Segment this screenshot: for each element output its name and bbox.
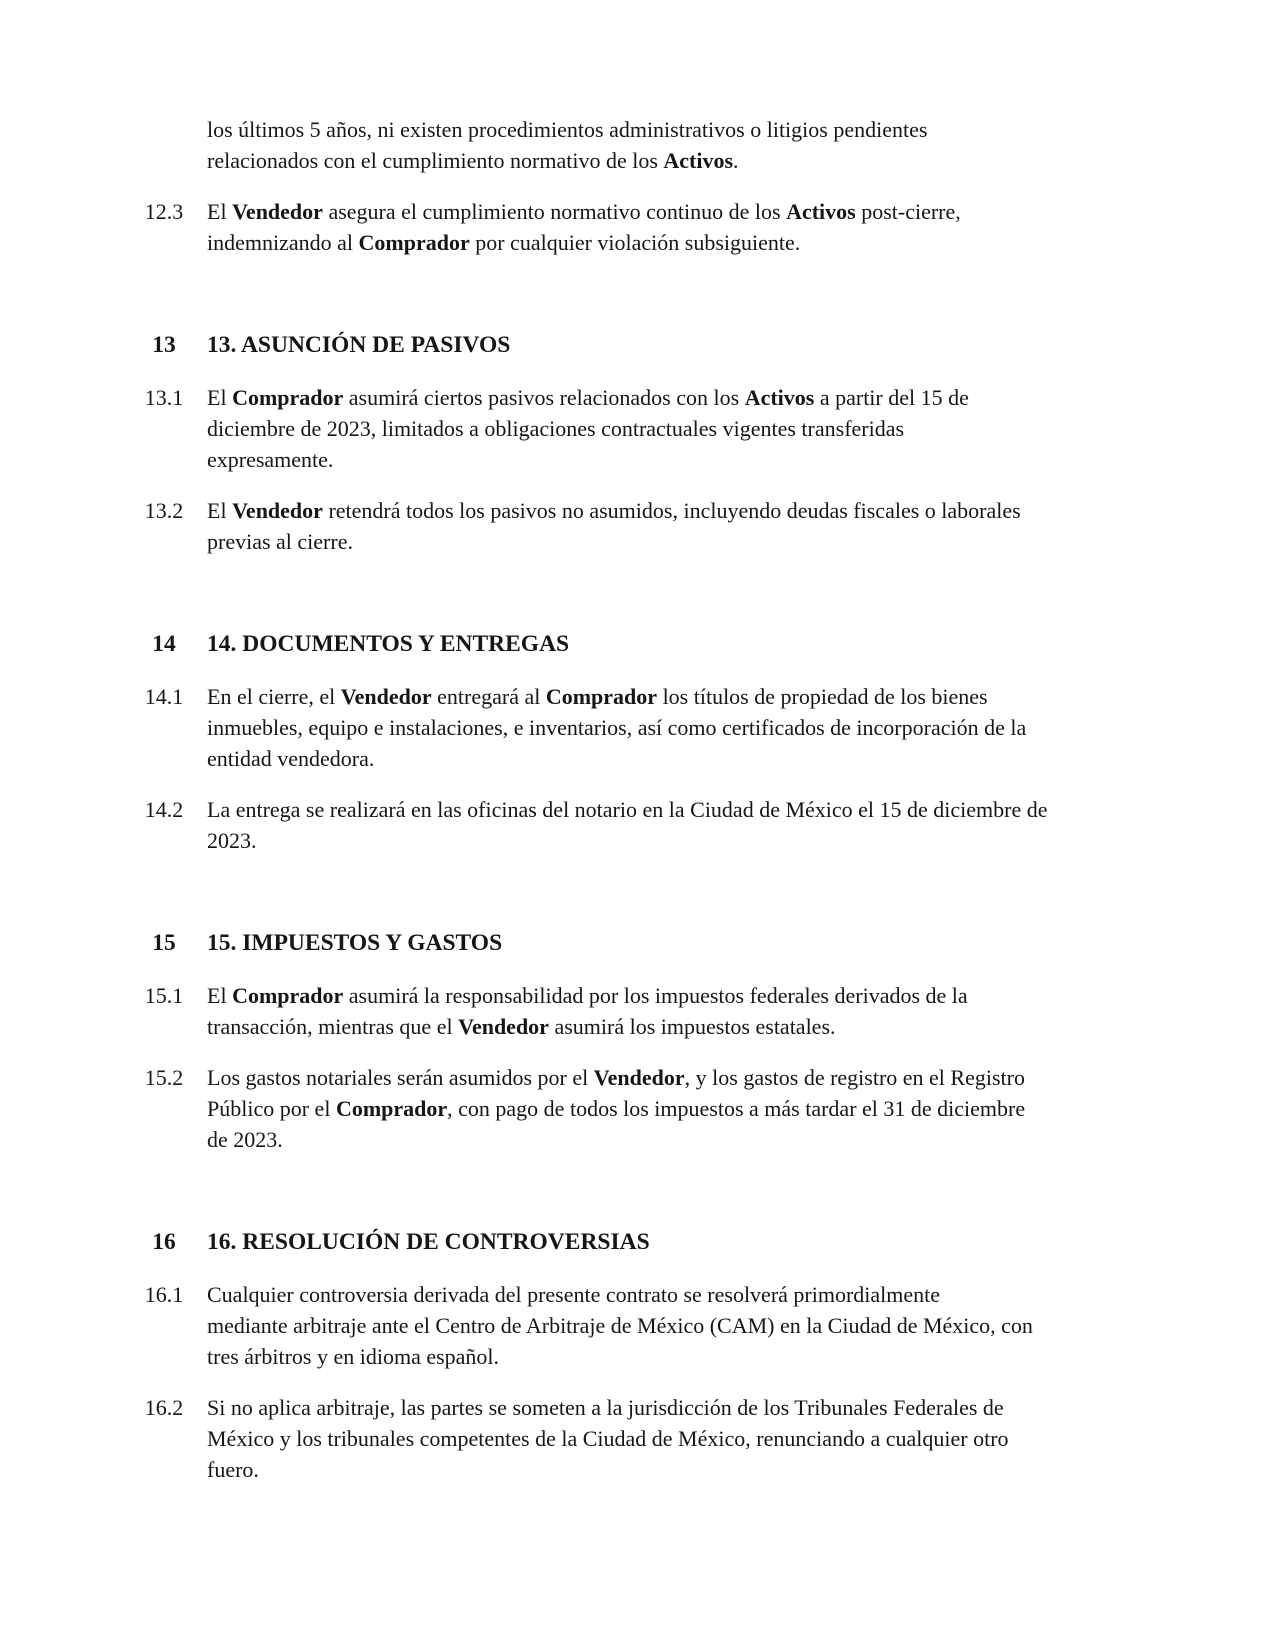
- text-line: [207, 712, 1120, 743]
- clause-text: [207, 980, 1120, 1042]
- defined-term: Vendedor: [232, 199, 323, 224]
- clause-text: [207, 1279, 1120, 1372]
- text-segment: expresamente.: [207, 447, 334, 472]
- text-line: [207, 1310, 1120, 1341]
- section-title: [207, 329, 1120, 362]
- clause-number: 15.2: [144, 1065, 184, 1090]
- clause-row: [140, 382, 1120, 475]
- text-segment: asumirá la responsabilidad por los impuestos federales derivados de la: [343, 983, 968, 1008]
- text-segment: retendrá todos los pasivos no asumidos, incluyendo deudas fiscales o laborales: [322, 498, 1021, 523]
- section-heading-row: [140, 927, 1120, 960]
- text-line: [207, 628, 1120, 661]
- text-line: [207, 1124, 1120, 1155]
- text-line: [207, 1062, 1120, 1093]
- text-segment: entidad vendedora.: [207, 746, 375, 771]
- text-segment: Cualquier controversia derivada del presente contrato se resolverá primordialmente: [207, 1282, 941, 1307]
- section-number: 14: [152, 631, 176, 657]
- text-line: [207, 794, 1120, 825]
- text-segment: por cualquier violación subsiguiente.: [469, 230, 801, 255]
- text-line: [207, 382, 1120, 413]
- clause-row: [140, 1392, 1120, 1485]
- clause-text: [207, 1392, 1120, 1485]
- text-segment: de 2023.: [207, 1127, 283, 1152]
- clause-text: [207, 681, 1120, 774]
- text-segment: El: [207, 983, 233, 1008]
- clause-number: 13.1: [144, 385, 184, 410]
- text-line: [207, 526, 1120, 557]
- text-line: [207, 1392, 1120, 1423]
- text-segment: La entrega se realizará en las oficinas del notario en la Ciudad de México el 15 de diciembre de: [207, 797, 1048, 822]
- defined-term: Vendedor: [593, 1065, 685, 1090]
- text-line: [207, 1341, 1120, 1372]
- text-segment: El: [207, 498, 233, 523]
- clause-number: 12.3: [144, 199, 184, 224]
- defined-term: Activos: [663, 148, 734, 173]
- defined-term: Comprador: [335, 1096, 448, 1121]
- text-segment: asegura el cumplimiento normativo continuo de los: [322, 199, 787, 224]
- text-line: [207, 495, 1120, 526]
- text-line: [207, 1423, 1120, 1454]
- text-segment: mediante arbitraje ante el Centro de Arbitraje de México (CAM) en la Ciudad de México, con: [207, 1313, 1033, 1338]
- defined-term: Vendedor: [232, 498, 323, 523]
- text-segment: 15. IMPUESTOS Y GASTOS: [207, 930, 503, 956]
- text-line: [207, 825, 1120, 856]
- text-segment: Los gastos notariales serán asumidos por el: [207, 1065, 594, 1090]
- text-line: [207, 114, 1120, 145]
- document-content: [140, 114, 1120, 1485]
- clause-text: [207, 1062, 1120, 1155]
- text-line: [207, 1454, 1120, 1485]
- text-line: [207, 743, 1120, 774]
- defined-term: Vendedor: [340, 684, 432, 709]
- text-segment: El: [207, 199, 233, 224]
- section-heading-row: [140, 329, 1120, 362]
- clause-text: [207, 794, 1120, 856]
- clause-row: [140, 681, 1120, 774]
- clause-text: [207, 114, 1120, 176]
- clause-number: 14.1: [144, 684, 184, 709]
- text-line: [207, 329, 1120, 362]
- text-line: [207, 980, 1120, 1011]
- clause-number: 13.2: [144, 498, 184, 523]
- text-line: [207, 196, 1120, 227]
- text-line: [207, 1279, 1120, 1310]
- text-segment: entregará al: [431, 684, 546, 709]
- section-number: 13: [152, 332, 176, 358]
- clause-number: 14.2: [144, 797, 184, 822]
- text-line: [207, 1226, 1120, 1259]
- section-title: [207, 1226, 1120, 1259]
- text-segment: .: [733, 148, 739, 173]
- section-heading-row: [140, 628, 1120, 661]
- text-segment: fuero.: [207, 1457, 259, 1482]
- clause-row: [140, 794, 1120, 856]
- text-line: [207, 681, 1120, 712]
- text-segment: México y los tribunales competentes de la Ciudad de México, renunciando a cualquier otro: [207, 1426, 1009, 1451]
- clause-text: [207, 196, 1120, 258]
- text-segment: , y los gastos de registro en el Registro: [684, 1065, 1025, 1090]
- defined-term: Comprador: [358, 230, 470, 255]
- clause-row: [140, 1279, 1120, 1372]
- text-segment: los últimos 5 años, ni existen procedimientos administrativos o litigios pendientes: [207, 117, 928, 142]
- clause-number: 16.2: [144, 1395, 184, 1420]
- text-segment: 2023.: [207, 828, 257, 853]
- text-segment: los títulos de propiedad de los bienes: [657, 684, 988, 709]
- text-line: [207, 444, 1120, 475]
- clause-text: [207, 382, 1120, 475]
- section-heading-row: [140, 1226, 1120, 1259]
- clause-number: 16.1: [144, 1282, 184, 1307]
- clause-number: 15.1: [144, 983, 184, 1008]
- clause-text: [207, 495, 1120, 557]
- defined-term: Comprador: [545, 684, 658, 709]
- text-segment: a partir del 15 de: [814, 385, 969, 410]
- text-line: [207, 145, 1120, 176]
- clause-row: [140, 196, 1120, 258]
- text-segment: asumirá los impuestos estatales.: [548, 1014, 836, 1039]
- text-segment: previas al cierre.: [207, 529, 353, 554]
- section-title: [207, 628, 1120, 661]
- text-segment: , con pago de todos los impuestos a más tardar el 31 de diciembre: [447, 1096, 1026, 1121]
- clause-row: [140, 980, 1120, 1042]
- text-segment: diciembre de 2023, limitados a obligaciones contractuales vigentes transferidas: [207, 416, 905, 441]
- text-line: [207, 227, 1120, 258]
- text-segment: En el cierre, el: [207, 684, 341, 709]
- section-number: 16: [152, 1229, 176, 1255]
- text-segment: indemnizando al: [207, 230, 359, 255]
- text-segment: Si no aplica arbitraje, las partes se someten a la jurisdicción de los Tribunales Federales de: [207, 1395, 1004, 1420]
- text-segment: 14. DOCUMENTOS Y ENTREGAS: [207, 631, 570, 657]
- text-segment: Público por el: [207, 1096, 336, 1121]
- text-segment: relacionados con el cumplimiento normativo de los: [207, 148, 664, 173]
- section-title: [207, 927, 1120, 960]
- section-number: 15: [152, 930, 176, 956]
- text-segment: El: [207, 385, 233, 410]
- text-line: [207, 927, 1120, 960]
- text-segment: tres árbitros y en idioma español.: [207, 1344, 500, 1369]
- text-segment: 16. RESOLUCIÓN DE CONTROVERSIAS: [207, 1229, 650, 1255]
- text-segment: 13. ASUNCIÓN DE PASIVOS: [207, 332, 511, 358]
- defined-term: Comprador: [232, 983, 344, 1008]
- defined-term: Activos: [744, 385, 815, 410]
- text-segment: inmuebles, equipo e instalaciones, e inventarios, así como certificados de incorporación de la: [207, 715, 1027, 740]
- defined-term: Activos: [786, 199, 856, 224]
- clause-row: [140, 495, 1120, 557]
- defined-term: Comprador: [232, 385, 344, 410]
- clause-row: [140, 1062, 1120, 1155]
- text-segment: transacción, mientras que el: [207, 1014, 459, 1039]
- clause-row: [140, 114, 1120, 176]
- text-segment: asumirá ciertos pasivos relacionados con los: [343, 385, 745, 410]
- defined-term: Vendedor: [458, 1014, 549, 1039]
- text-line: [207, 413, 1120, 444]
- text-line: [207, 1093, 1120, 1124]
- text-line: [207, 1011, 1120, 1042]
- text-segment: post-cierre,: [855, 199, 961, 224]
